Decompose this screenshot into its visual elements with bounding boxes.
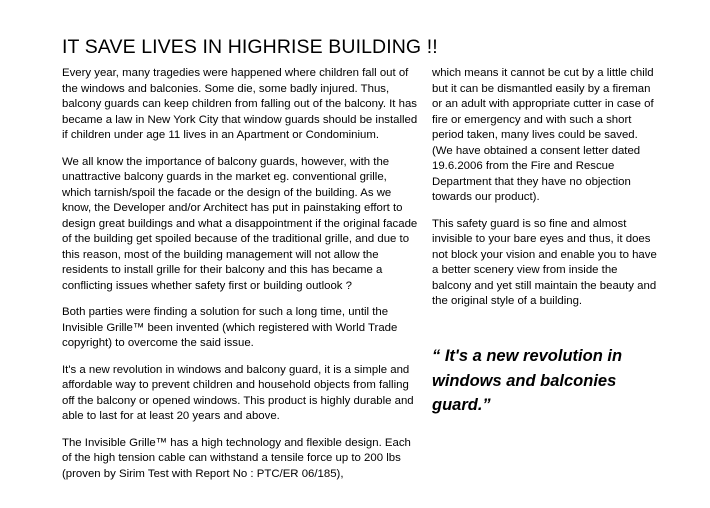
paragraph: It's a new revolution in windows and balcony guard, it is a simple and affordable way to prevent children and household objects from falling off the balcony or opened windows. This product is highly durable and able to last for at least 20 years and above.	[62, 363, 414, 423]
pull-quote: “ It's a new revolution in windows and balconies guard.”	[432, 346, 623, 415]
paragraph: which means it cannot be cut by a little child but it can be dismantled easily by a fireman or an adult with appropriate cutter in case of fire or emergency and with such a short period taken, many lives could be saved. (We have obtained a consent letter dated 19.6.2006 from the Fire and Rescue Department that they have no objection towards our product).	[432, 67, 654, 204]
left-text-column	[62, 66, 432, 482]
right-text-column	[432, 66, 658, 418]
paragraph: The Invisible Grille™ has a high technology and flexible design. Each of the high tension cable can withstand a tensile force up to 200 lbs (proven by Sirim Test with Report No : PTC/ER 06/185),	[62, 436, 411, 480]
page-title: IT SAVE LIVES IN HIGHRISE BUILDING !!	[62, 36, 438, 58]
paragraph: Every year, many tragedies were happened where children fall out of the windows and balconies. Some die, some badly injured. Thus, balcony guards can keep children from falling out of the balcony. It has became a law in New York City that window guards should be installed if children under age 11 lives in an Apartment or Condominium.	[62, 67, 418, 142]
paragraph: This safety guard is so fine and almost invisible to your bare eyes and thus, it does not block your vision and enable you to have a better scenery view from inside the balcony and yet still maintain the beauty and the original style of a building.	[432, 217, 657, 308]
two-column-layout	[62, 66, 670, 482]
paragraph: Both parties were finding a solution for such a long time, until the Invisible Grille™ been invented (which registered with World Trade copyright) to overcome the said issue.	[62, 306, 398, 350]
paragraph: We all know the importance of balcony guards, however, with the unattractive balcony guards in the market eg. conventional grille, which tarnish/spoil the facade or the design of the building. As we know, the Developer and/or Architect has put in painstaking effort to design great buildings and what a disappointment if the original facade of the building get spoiled because of the traditional grille, and due to this reason, most of the building management will not allow the residents to install grille for their balcony and this has became a conflicting issues whether safety first or building outlook ?	[62, 155, 418, 292]
